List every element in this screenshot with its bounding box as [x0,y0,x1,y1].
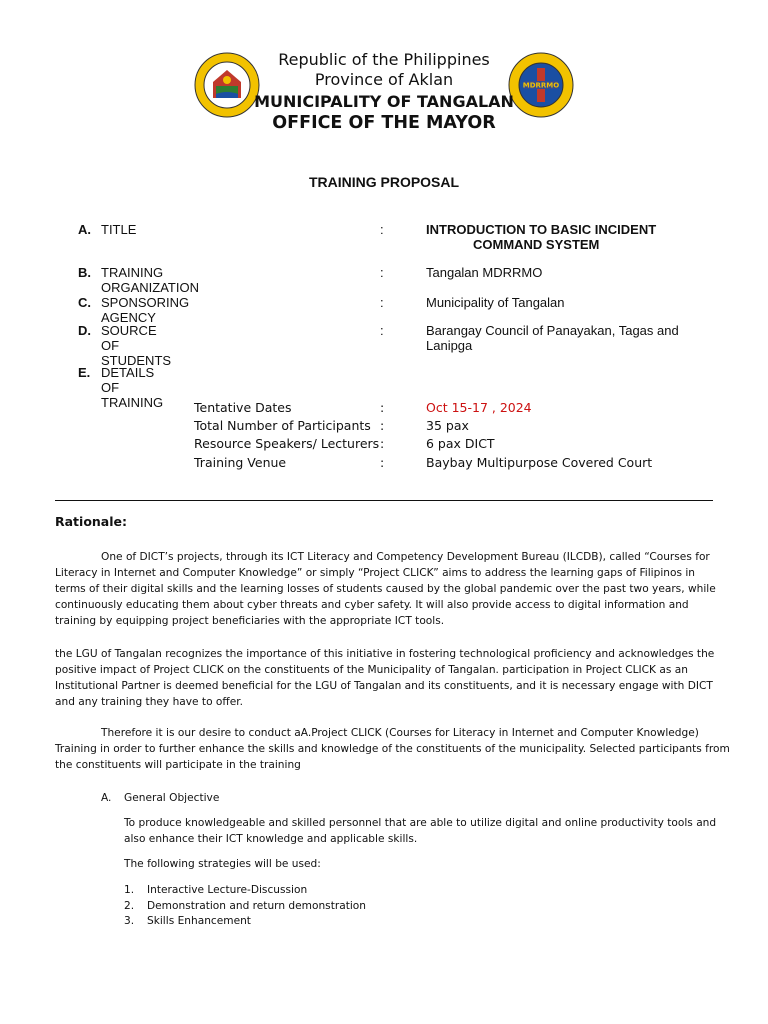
paragraph-line: positive impact of Project CLICK on the constituents of the Municipality of Tangalan. participation in Project CLICK as an [55,664,688,676]
paragraph-line: training by equipping project beneficiaries with the appropriate ICT tools. [55,615,445,627]
svg-text:MDRRMO: MDRRMO [522,81,560,90]
paragraph-line: Literacy in Internet and Computer Knowledge” or simply “Project CLICK” aims to address the learning gaps of Filipinos in [55,567,695,579]
item-letter: A. [78,222,91,237]
objective-text [124,815,724,847]
rationale-paragraph-1 [55,549,715,629]
header-office: OFFICE OF THE MAYOR [272,113,496,133]
detail-colon: : [380,400,385,415]
paragraph-line: and any training they have to offer. [55,696,243,708]
item-letter: D. [78,323,91,338]
detail-colon: : [380,436,385,451]
detail-colon: : [380,418,385,433]
item-colon: : [380,323,384,338]
paragraph-line: Institutional Partner is deemed beneficial for the LGU of Tangalan and its constituents, and it is necessary engage with DICT [55,680,713,692]
detail-value-date: Oct 15-17 , 2024 [426,400,532,415]
rationale-heading: Rationale: [55,514,128,529]
paragraph-line: Therefore it is our desire to conduct aA.Project CLICK (Courses for Literacy in Internet and Computer Knowledge) [101,727,699,739]
item-colon: : [380,265,384,280]
list-text: Interactive Lecture-Discussion [147,884,308,896]
strategies-intro: The following strategies will be used: [124,858,321,870]
item-value: Tangalan MDRRMO [426,265,543,280]
item-label: TRAINING ORGANIZATION [101,265,199,295]
detail-colon: : [380,455,385,470]
paragraph-line: the LGU of Tangalan recognizes the importance of this initiative in fostering technological proficiency and acknowledges the [55,648,715,660]
list-text: Demonstration and return demonstration [147,900,366,912]
rationale-paragraph-3 [55,725,730,773]
detail-label: Training Venue [194,455,287,470]
title-value-line1: INTRODUCTION TO BASIC INCIDENT [426,222,657,237]
paragraph-line: One of DICT’s projects, through its ICT Literacy and Competency Development Bureau (ILCDB), called “Courses for [101,551,710,563]
objective-title: General Objective [124,792,220,804]
list-number: 3. [124,915,135,927]
list-number: 2. [124,900,135,912]
detail-label: Tentative Dates [194,400,292,415]
paragraph-line: Training in order to further enhance the skills and knowledge of the constituents of the municipality. Selected participants from [55,743,730,755]
detail-value: Baybay Multipurpose Covered Court [426,455,653,470]
rationale-paragraph-2 [55,646,715,710]
paragraph-line: To produce knowledgeable and skilled personnel that are able to utilize digital and online productivity tools and [124,817,717,829]
section-divider [55,500,713,501]
item-label: SOURCE OF STUDENTS [101,323,172,368]
item-label: DETAILS OF TRAINING [101,365,164,410]
list-text: Skills Enhancement [147,915,251,927]
detail-value: 6 pax DICT [426,436,495,451]
item-value [426,222,726,252]
item-value: Municipality of Tangalan [426,295,565,310]
paragraph-line: terms of their digital skills and the learning losses of students caused by the global pandemic over the past two years, while [55,583,716,595]
item-value: Barangay Council of Panayakan, Tagas and Lanipga [426,323,679,353]
detail-label: Resource Speakers/ Lecturers [194,436,380,451]
item-label: SPONSORING AGENCY [101,295,190,325]
item-label: TITLE [101,222,137,237]
list-number: 1. [124,884,135,896]
header-municipality: MUNICIPALITY OF TANGALAN [254,92,514,111]
header-province: Province of Aklan [314,70,454,89]
detail-label: Total Number of Participants [194,418,371,433]
paragraph-line: the constituents will participate in the training [55,759,301,771]
item-colon: : [380,222,384,237]
item-colon: : [380,295,384,310]
item-letter: E. [78,365,91,380]
detail-value: 35 pax [426,418,469,433]
paragraph-line: also enhance their ICT knowledge and applicable skills. [124,833,418,845]
header-republic: Republic of the Philippines [278,50,490,69]
paragraph-line: continuously educating them about cyber threats and cyber safety. It will also provide access to digital information and [55,599,689,611]
objective-number: A. [101,792,112,804]
item-letter: B. [78,265,91,280]
title-value-line2: COMMAND SYSTEM [473,237,600,252]
document-title: TRAINING PROPOSAL [308,174,460,190]
item-letter: C. [78,295,91,310]
